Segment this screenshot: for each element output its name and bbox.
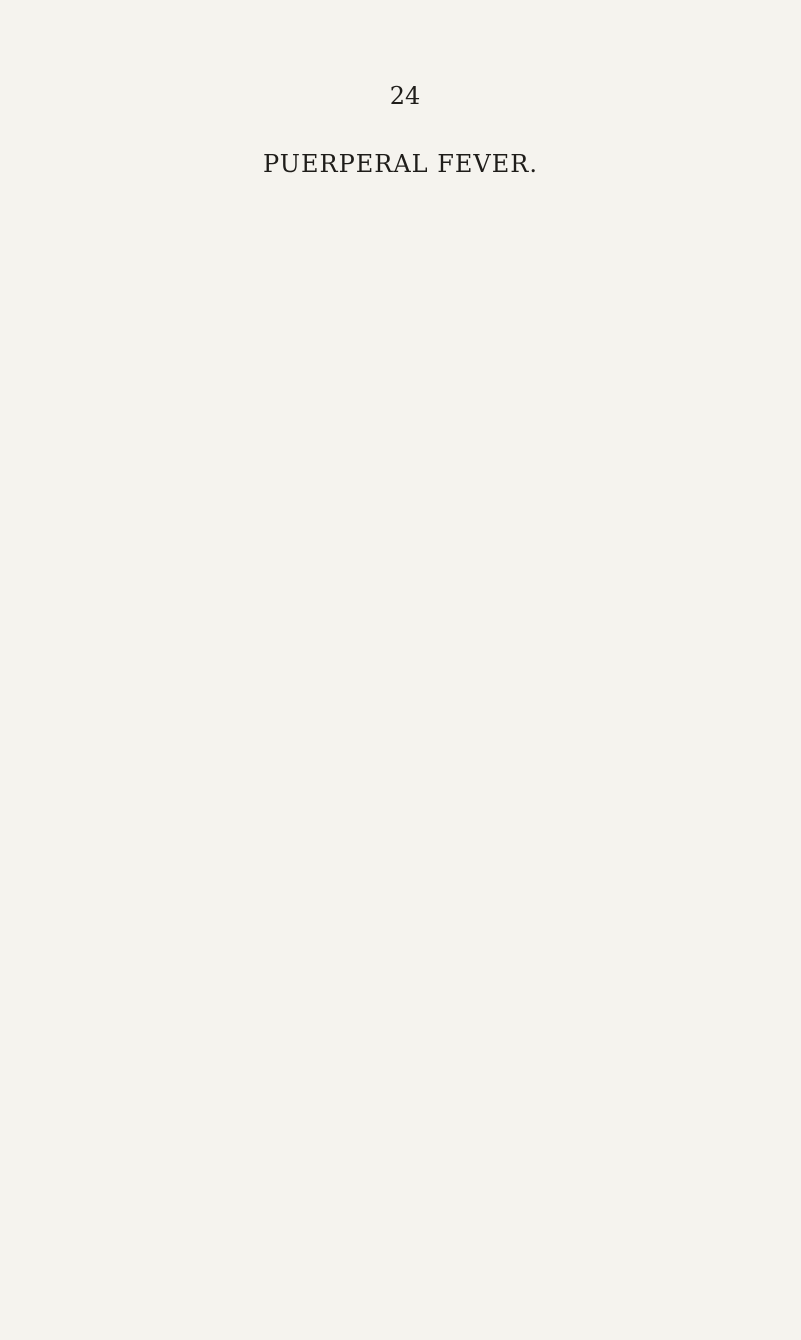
section-heading-puerperal-fever: PUERPERAL FEVER. (263, 150, 538, 178)
page-number: 24 (389, 82, 421, 110)
